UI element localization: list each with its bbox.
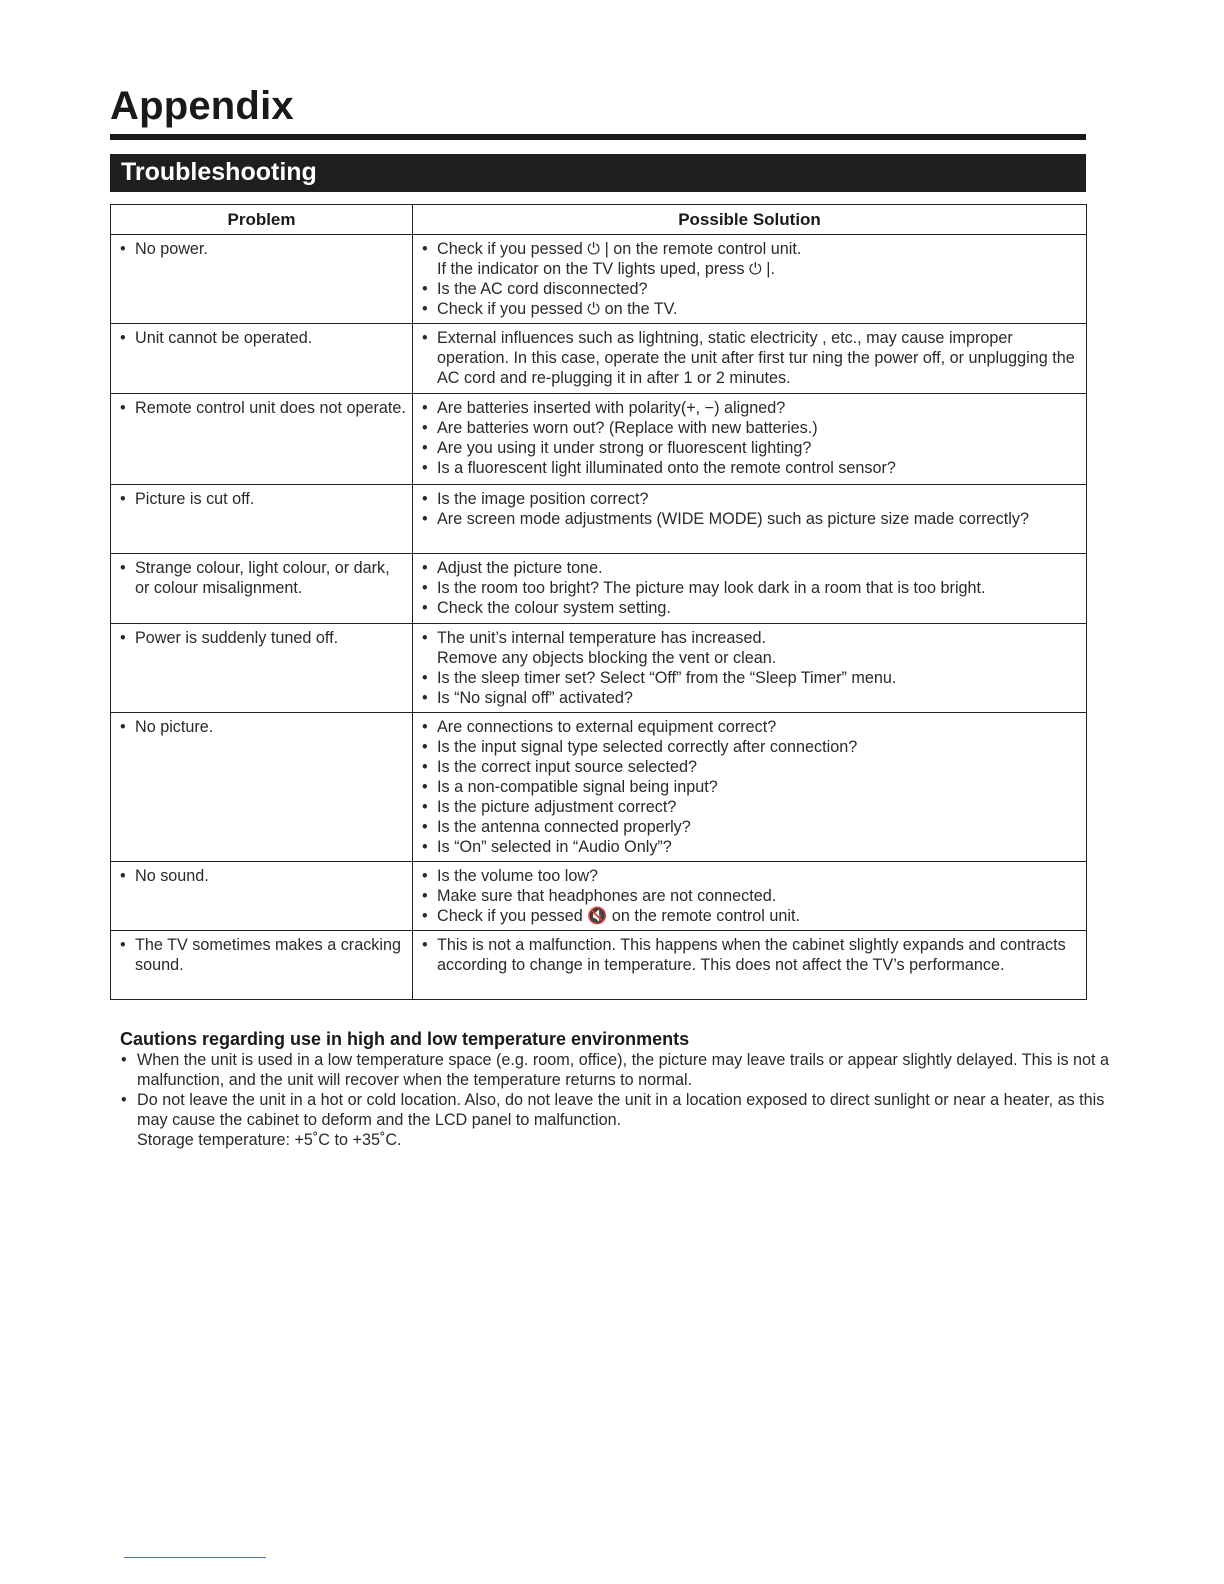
problem-text: • No power. xyxy=(117,239,406,259)
solution-item: • Is the input signal type selected correctly after connection? xyxy=(419,737,1080,757)
table-header-row xyxy=(111,205,1087,235)
footer-rule xyxy=(124,1557,266,1558)
solution-item: • Is the image position correct? xyxy=(419,489,1080,509)
problem-cell xyxy=(111,485,413,554)
troubleshooting-table xyxy=(110,204,1087,1000)
table-row xyxy=(111,931,1087,1000)
solution-item: • Check if you pessed 🔇 on the remote control unit. xyxy=(419,906,1080,926)
solution-cell xyxy=(413,324,1087,394)
solution-cell xyxy=(413,235,1087,324)
problem-text: • No picture. xyxy=(117,717,406,737)
solution-item: • Is a non-compatible signal being input? xyxy=(419,777,1080,797)
problem-cell xyxy=(111,324,413,394)
table-row xyxy=(111,862,1087,931)
solution-item: • Is “On” selected in “Audio Only”? xyxy=(419,837,1080,857)
problem-cell xyxy=(111,394,413,485)
solution-item: • Check if you pessed ⏻ on the TV. xyxy=(419,299,1080,319)
solution-cell xyxy=(413,554,1087,624)
problem-cell xyxy=(111,554,413,624)
problem-text: • Picture is cut off. xyxy=(117,489,406,509)
table-row xyxy=(111,554,1087,624)
solution-item: • Is the sleep timer set? Select “Off” from the “Sleep Timer” menu. xyxy=(419,668,1080,688)
solution-item: • Is the correct input source selected? xyxy=(419,757,1080,777)
solution-item: • Check if you pessed ⏻ | on the remote control unit. xyxy=(419,239,1080,259)
solution-item: • Check the colour system setting. xyxy=(419,598,1080,618)
table-row xyxy=(111,713,1087,862)
solution-item: • Is the volume too low? xyxy=(419,866,1080,886)
table-row xyxy=(111,624,1087,713)
solution-item: • Is “No signal off” activated? xyxy=(419,688,1080,708)
solution-item: • Make sure that headphones are not connected. xyxy=(419,886,1080,906)
solution-item: • Is the room too bright? The picture may look dark in a room that is too bright. xyxy=(419,578,1080,598)
solution-cell xyxy=(413,862,1087,931)
problem-text: • Unit cannot be operated. xyxy=(117,328,406,348)
page-title: Appendix xyxy=(110,84,294,128)
solution-item: • Are you using it under strong or fluorescent lighting? xyxy=(419,438,1080,458)
problem-text: • Remote control unit does not operate. xyxy=(117,398,406,418)
caution-item: • Do not leave the unit in a hot or cold location. Also, do not leave the unit in a location exposed to direct sunlight or near a heater, as this may cause the cabinet to deform and the LCD panel to malfunction. xyxy=(120,1090,1110,1130)
solution-item: • Are screen mode adjustments (WIDE MODE) such as picture size made correctly? xyxy=(419,509,1080,529)
problem-text: • Power is suddenly tuned off. xyxy=(117,628,406,648)
solution-item: • Is the antenna connected properly? xyxy=(419,817,1080,837)
caution-item: Storage temperature: +5˚C to +35˚C. xyxy=(137,1131,402,1149)
solution-item: Remove any objects blocking the vent or clean. xyxy=(437,649,777,667)
section-header xyxy=(110,154,1086,192)
problem-text: • Strange colour, light colour, or dark, or colour misalignment. xyxy=(117,558,406,598)
problem-text: • The TV sometimes makes a cracking sound. xyxy=(117,935,406,975)
problem-cell xyxy=(111,235,413,324)
table-row xyxy=(111,394,1087,485)
problem-cell xyxy=(111,713,413,862)
solution-item: • Is the picture adjustment correct? xyxy=(419,797,1080,817)
table-row xyxy=(111,235,1087,324)
solution-item: • Is a fluorescent light illuminated onto the remote control sensor? xyxy=(419,458,1080,478)
cautions-section xyxy=(120,1028,1110,1150)
solution-cell xyxy=(413,713,1087,862)
header-problem: Problem xyxy=(111,205,413,235)
solution-cell xyxy=(413,624,1087,713)
solution-cell xyxy=(413,485,1087,554)
caution-item: • When the unit is used in a low temperature space (e.g. room, office), the picture may leave trails or appear slightly delayed. This is not a malfunction, and the unit will recover when the temperature returns to normal. xyxy=(120,1050,1110,1090)
title-divider xyxy=(110,134,1086,140)
problem-cell xyxy=(111,862,413,931)
table-row xyxy=(111,485,1087,554)
solution-item: If the indicator on the TV lights uped, press ⏻ |. xyxy=(437,260,775,278)
section-title: Troubleshooting xyxy=(121,158,317,186)
solution-cell xyxy=(413,394,1087,485)
problem-cell xyxy=(111,931,413,1000)
problem-text: • No sound. xyxy=(117,866,406,886)
solution-item: • Are connections to external equipment correct? xyxy=(419,717,1080,737)
solution-item: • Adjust the picture tone. xyxy=(419,558,1080,578)
solution-cell xyxy=(413,931,1087,1000)
header-solution: Possible Solution xyxy=(413,205,1087,235)
solution-item: • Is the AC cord disconnected? xyxy=(419,279,1080,299)
solution-item: • Are batteries inserted with polarity(+, −) aligned? xyxy=(419,398,1080,418)
solution-item: • Are batteries worn out? (Replace with new batteries.) xyxy=(419,418,1080,438)
problem-cell xyxy=(111,624,413,713)
table-row xyxy=(111,324,1087,394)
cautions-title: Cautions regarding use in high and low temperature environments xyxy=(120,1029,690,1049)
solution-item: • The unit’s internal temperature has increased. xyxy=(419,628,1080,648)
solution-item: • This is not a malfunction. This happens when the cabinet slightly expands and contracts according to change in temperature. This does not affect the TV’s performance. xyxy=(419,935,1080,975)
solution-item: • External influences such as lightning, static electricity , etc., may cause improper operation. In this case, operate the unit after first tur ning the power off, or unplugging the AC cord and re-plugging it in after 1 or 2 minutes. xyxy=(419,328,1080,388)
